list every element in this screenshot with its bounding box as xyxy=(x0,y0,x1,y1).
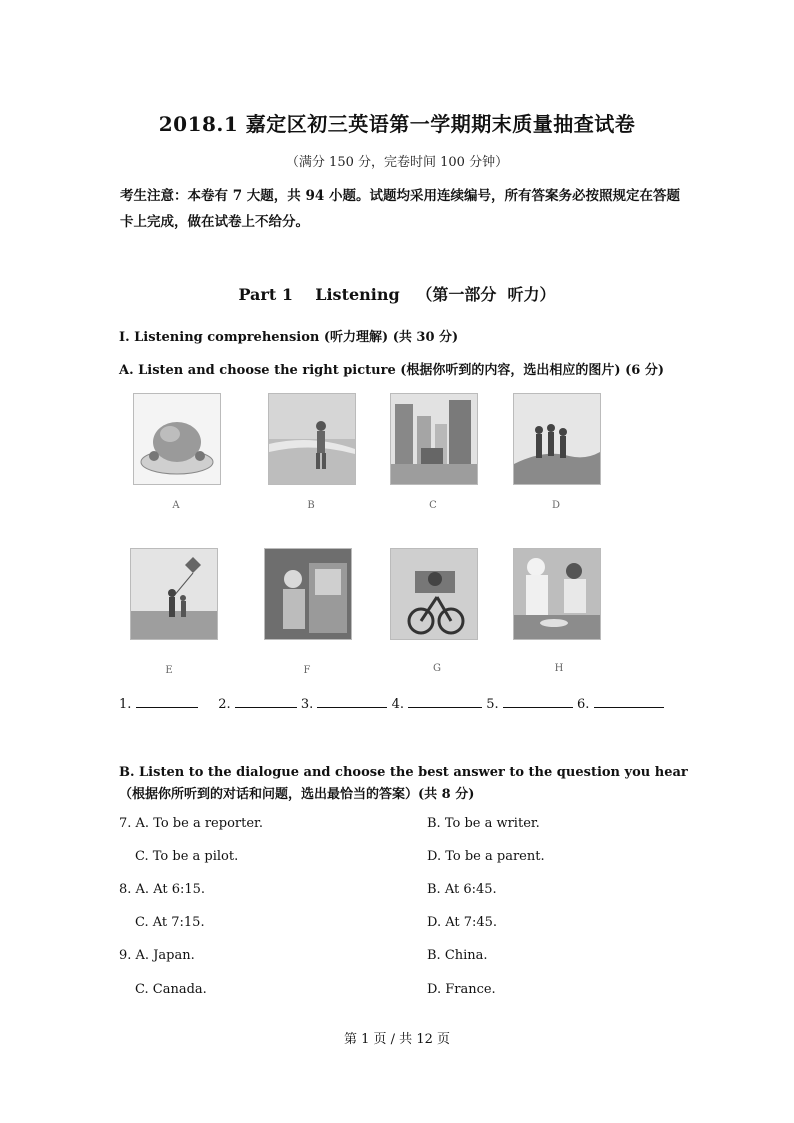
q7-option-a[interactable]: 7. A. To be a reporter. xyxy=(119,816,263,831)
blank-label-2: 2. xyxy=(218,697,231,712)
answer-blank-2[interactable] xyxy=(235,694,297,708)
picture-a-label: A xyxy=(172,500,180,511)
blank-label-6: 6. xyxy=(576,697,590,712)
blank-label-5: 5. xyxy=(486,697,499,712)
q7-option-d[interactable]: D. To be a parent. xyxy=(427,849,545,864)
q9-option-a[interactable]: 9. A. Japan. xyxy=(119,948,195,963)
blank-label-1: 1. xyxy=(119,697,132,712)
section-i-heading: I. Listening comprehension (听力理解) (共 30 分) xyxy=(119,330,459,345)
exam-notice: 考生注意：本卷有 7 大题，共 94 小题。试题均采用连续编号，所有答案务必按照规定在答题卡上完成，做在试卷上不给分。 xyxy=(120,188,680,230)
exam-subtitle: （满分 150 分，完卷时间 100 分钟） xyxy=(285,155,509,170)
picture-b xyxy=(268,393,356,485)
picture-h-label: H xyxy=(554,663,564,674)
q8-option-b[interactable]: B. At 6:45. xyxy=(427,882,497,897)
q9-option-b[interactable]: B. China. xyxy=(427,948,488,963)
q8-option-d[interactable]: D. At 7:45. xyxy=(427,915,498,930)
answer-blank-4[interactable] xyxy=(408,694,482,708)
answer-blank-5[interactable] xyxy=(503,694,573,708)
delivery-bicycle-icon xyxy=(391,549,477,639)
q9-option-c[interactable]: C. Canada. xyxy=(135,982,207,997)
answer-blank-3[interactable] xyxy=(317,694,387,708)
exam-title: 2018.1 嘉定区初三英语第一学期期末质量抽查试卷 xyxy=(158,112,636,136)
picture-g-label: G xyxy=(433,663,441,674)
page-number: 第 1 页 / 共 12 页 xyxy=(344,1032,450,1047)
picture-g xyxy=(390,548,478,640)
picture-e xyxy=(130,548,218,640)
answer-blank-1[interactable] xyxy=(136,694,198,708)
picture-f-label: F xyxy=(303,665,311,676)
picture-b-label: B xyxy=(307,500,315,511)
blank-label-4: 4. xyxy=(391,697,404,712)
q8-option-c[interactable]: C. At 7:15. xyxy=(135,915,205,930)
car-door-person-icon xyxy=(265,549,351,639)
picture-e-label: E xyxy=(165,665,173,676)
roast-turkey-icon xyxy=(134,394,220,484)
q8-option-a[interactable]: 8. A. At 6:15. xyxy=(119,882,206,897)
section-b-heading: B. Listen to the dialogue and choose the best answer to the question you hear（根据你所听到的对话和问题，选出最恰当的答案）(共 8 分) xyxy=(119,765,688,802)
part-title: Part 1 Listening （第一部分 听力） xyxy=(238,285,556,304)
city-street-icon xyxy=(391,394,477,484)
picture-a xyxy=(133,393,221,485)
q7-option-c[interactable]: C. To be a pilot. xyxy=(135,849,239,864)
picture-c xyxy=(390,393,478,485)
picture-c-label: C xyxy=(429,500,437,511)
q7-option-b[interactable]: B. To be a writer. xyxy=(427,816,540,831)
picture-f xyxy=(264,548,352,640)
q9-option-d[interactable]: D. France. xyxy=(427,982,496,997)
picture-h xyxy=(513,548,601,640)
people-flying-kite-icon xyxy=(131,549,217,639)
answer-blank-6[interactable] xyxy=(594,694,664,708)
picture-d xyxy=(513,393,601,485)
hikers-hill-icon xyxy=(514,394,600,484)
picture-d-label: D xyxy=(551,500,561,511)
section-a-heading: A. Listen and choose the right picture (根据你听到的内容，选出相应的图片) (6 分) xyxy=(119,363,664,378)
answer-blanks xyxy=(119,694,664,712)
blank-label-3: 3. xyxy=(300,697,314,712)
beach-person-icon xyxy=(269,394,355,484)
chefs-cooking-icon xyxy=(514,549,600,639)
